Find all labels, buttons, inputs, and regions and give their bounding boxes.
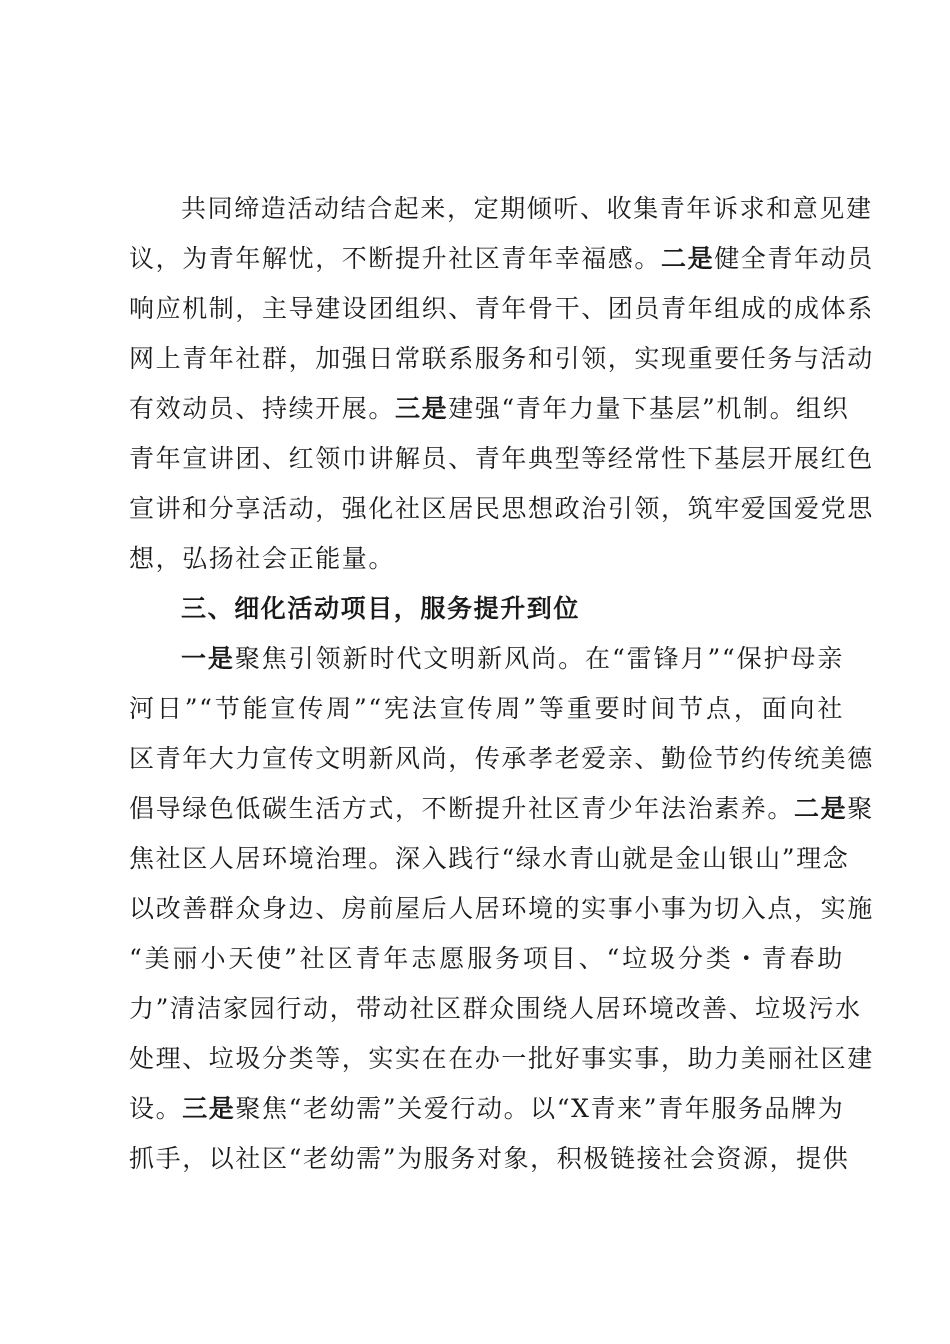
- paragraph-2: [129, 634, 874, 1184]
- text-run: 健全青年动员: [714, 244, 874, 273]
- paragraph-2-line-4: [129, 784, 874, 834]
- text-run: 建强“青年力量下基层”机制。组织: [448, 394, 850, 423]
- paragraph-1-line-7: 宣讲和分享活动，强化社区居民思想政治引领，筑牢爱国爱党思: [129, 494, 874, 523]
- paragraph-2-line-2: 河日”“节能宣传周”“宪法宣传周”等重要时间节点，面向社: [129, 694, 844, 723]
- bold-lead: 三是: [395, 394, 449, 423]
- paragraph-2-line-6: 以改善群众身边、房前屋后人居环境的实事小事为切入点，实施: [129, 894, 874, 923]
- paragraph-2-line-3: 区青年大力宣传文明新风尚，传承孝老爱亲、勤俭节约传统美德: [129, 744, 874, 773]
- paragraph-1-line-2: [129, 234, 874, 284]
- paragraph-1-line-6: 青年宣讲团、红领巾讲解员、青年典型等经常性下基层开展红色: [129, 444, 874, 473]
- paragraph-2-line-9: 处理、垃圾分类等，实实在在办一批好事实事，助力美丽社区建: [129, 1044, 874, 1073]
- paragraph-1-line-4: 网上青年社群，加强日常联系服务和引领，实现重要任务与活动: [129, 344, 874, 373]
- text-run: 聚焦引领新时代文明新风尚。在“雷锋月”“保护母亲: [234, 644, 844, 673]
- bold-lead: 一是: [181, 644, 235, 673]
- bold-lead: 二是: [661, 244, 715, 273]
- paragraph-2-line-5: 焦社区人居环境治理。深入践行“绿水青山就是金山银山”理念: [129, 844, 850, 873]
- text-run: 设。: [129, 1094, 183, 1123]
- paragraph-2-line-8: 力”清洁家园行动，带动社区群众围绕人居环境改善、垃圾污水: [129, 994, 862, 1023]
- paragraph-2-line-1: [129, 634, 844, 684]
- paragraph-1-line-1: 共同缔造活动结合起来，定期倾听、收集青年诉求和意见建: [181, 194, 873, 223]
- text-run: 聚焦“老幼需”关爱行动。以“X青来”青年服务品牌为: [235, 1094, 845, 1123]
- paragraph-1-line-5: [129, 384, 850, 434]
- text-run: 倡导绿色低碳生活方式，不断提升社区青少年法治素养。: [129, 794, 795, 823]
- text-run: 聚: [847, 794, 874, 823]
- paragraph-1-line-8: 想，弘扬社会正能量。: [129, 544, 396, 573]
- text-run: 有效动员、持续开展。: [129, 394, 396, 423]
- bold-lead: 二是: [794, 794, 848, 823]
- section-heading: 三、细化活动项目，服务提升到位: [181, 594, 581, 623]
- paragraph-2-line-10: [129, 1084, 844, 1134]
- paragraph-1: [129, 184, 874, 584]
- document-body: [129, 184, 874, 1184]
- text-run: 议，为青年解忧，不断提升社区青年幸福感。: [129, 244, 662, 273]
- paragraph-2-line-11: 抓手，以社区“老幼需”为服务对象，积极链接社会资源，提供: [129, 1144, 850, 1173]
- paragraph-1-line-3: 响应机制，主导建设团组织、青年骨干、团员青年组成的成体系: [129, 294, 874, 323]
- bold-lead: 三是: [182, 1094, 236, 1123]
- paragraph-2-line-7: “美丽小天使”社区青年志愿服务项目、“垃圾分类・青春助: [129, 944, 844, 973]
